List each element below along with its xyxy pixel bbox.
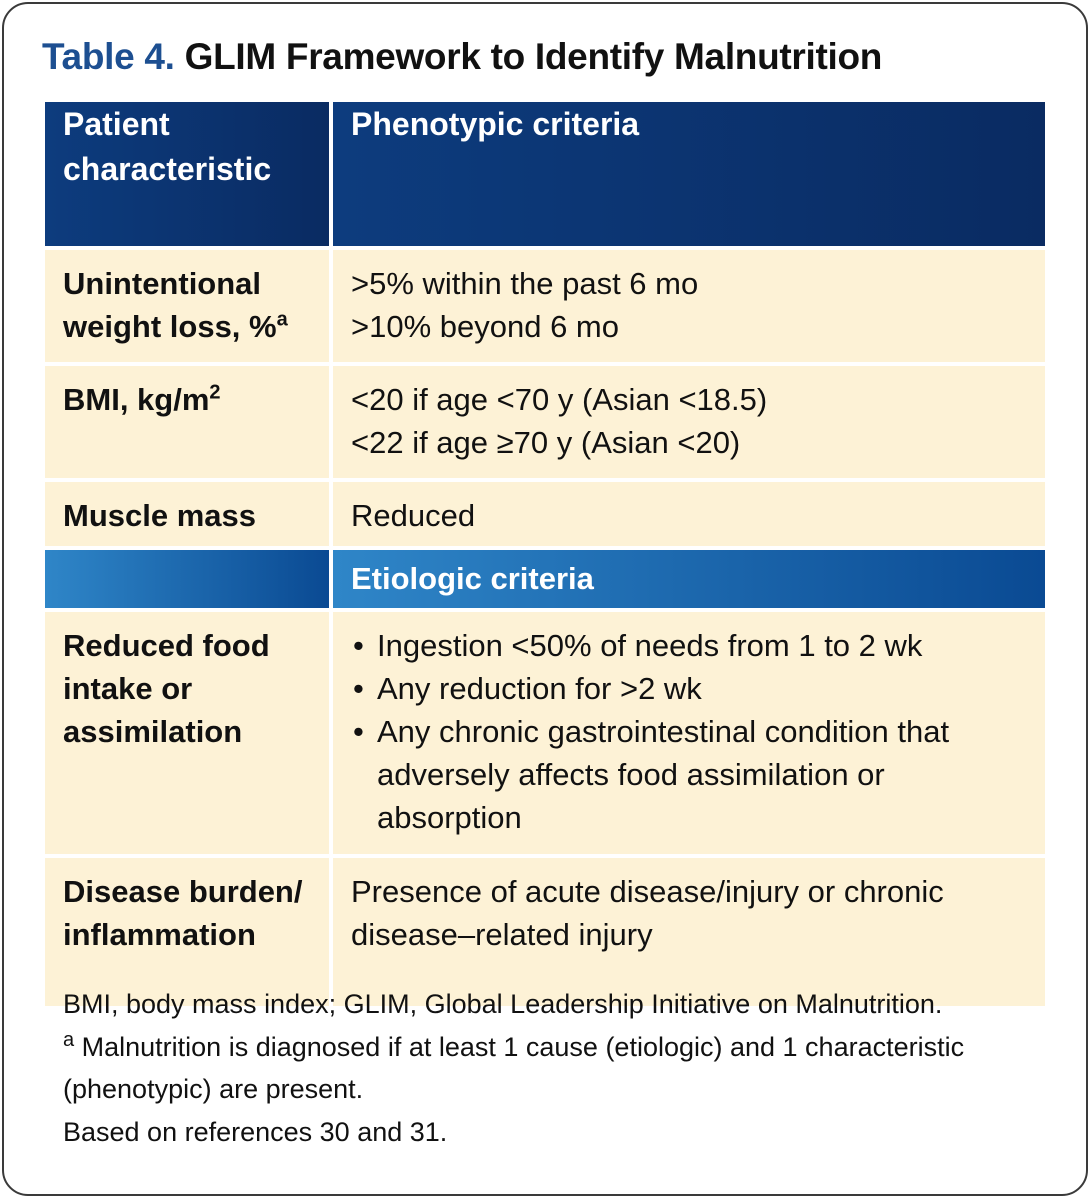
table-row <box>45 362 1045 478</box>
row-label-text: Reduced food intake or assimilation <box>63 628 270 749</box>
table-row <box>45 608 1045 854</box>
row-value-line: Reduced <box>351 498 476 533</box>
footnote-mark: a <box>63 1029 75 1051</box>
section-header-etiologic: Etiologic criteria <box>333 546 1045 608</box>
row-value <box>333 362 1045 478</box>
row-value-line: >10% beyond 6 mo <box>351 309 619 344</box>
table-row <box>45 246 1045 362</box>
row-label-text: Unintentional weight loss, % <box>63 266 277 344</box>
table-notes <box>63 982 1053 1154</box>
table-row <box>45 478 1045 546</box>
row-label-text: BMI, kg/m <box>63 382 210 417</box>
superscript-2: 2 <box>209 381 221 404</box>
row-value-line: <20 if age <70 y (Asian <18.5) <box>351 382 768 417</box>
row-label <box>45 246 333 362</box>
row-label-text: Disease burden/ inflammation <box>63 874 303 952</box>
section-header-blank <box>45 546 333 608</box>
bullet-item: • Any chronic gastrointestinal condition that adversely affects food assimilation or absorption <box>351 710 1029 839</box>
header-row <box>45 102 1045 246</box>
row-value <box>333 608 1045 854</box>
row-label-text: Muscle mass <box>63 498 256 533</box>
header-characteristic-line1: Patient <box>63 106 170 142</box>
row-value-line: >5% within the past 6 mo <box>351 266 699 301</box>
header-phenotypic-label: Phenotypic criteria <box>351 106 640 142</box>
row-label <box>45 478 333 546</box>
footnote-text: Malnutrition is diagnosed if at least 1 cause (etiologic) and 1 characteristic (phenotypic) are present. <box>63 1032 965 1104</box>
row-value <box>333 246 1045 362</box>
header-phenotypic <box>333 102 1045 246</box>
section-header-row <box>45 546 1045 608</box>
row-value-line: <22 if age ≥70 y (Asian <20) <box>351 425 741 460</box>
bullet-item: • Any reduction for >2 wk <box>351 667 1029 710</box>
table-title-text: GLIM Framework to Identify Malnutrition <box>184 36 883 77</box>
footnote <box>63 1026 1053 1110</box>
abbreviations-note: BMI, body mass index; GLIM, Global Leadership Initiative on Malnutrition. <box>63 989 943 1019</box>
header-characteristic <box>45 102 333 246</box>
row-value <box>333 478 1045 546</box>
table-title <box>42 36 882 78</box>
bullet-list <box>351 624 1029 839</box>
row-value-line: Presence of acute disease/injury or chronic disease–related injury <box>351 874 944 952</box>
footnote-marker: a <box>276 308 288 331</box>
source-note: Based on references 30 and 31. <box>63 1117 448 1147</box>
bullet-item: • Ingestion <50% of needs from 1 to 2 wk <box>351 624 1029 667</box>
row-label <box>45 362 333 478</box>
table-number: Table 4. <box>42 36 175 77</box>
glim-table <box>45 102 1045 1006</box>
row-label <box>45 608 333 854</box>
header-characteristic-line2: characteristic <box>63 151 272 187</box>
